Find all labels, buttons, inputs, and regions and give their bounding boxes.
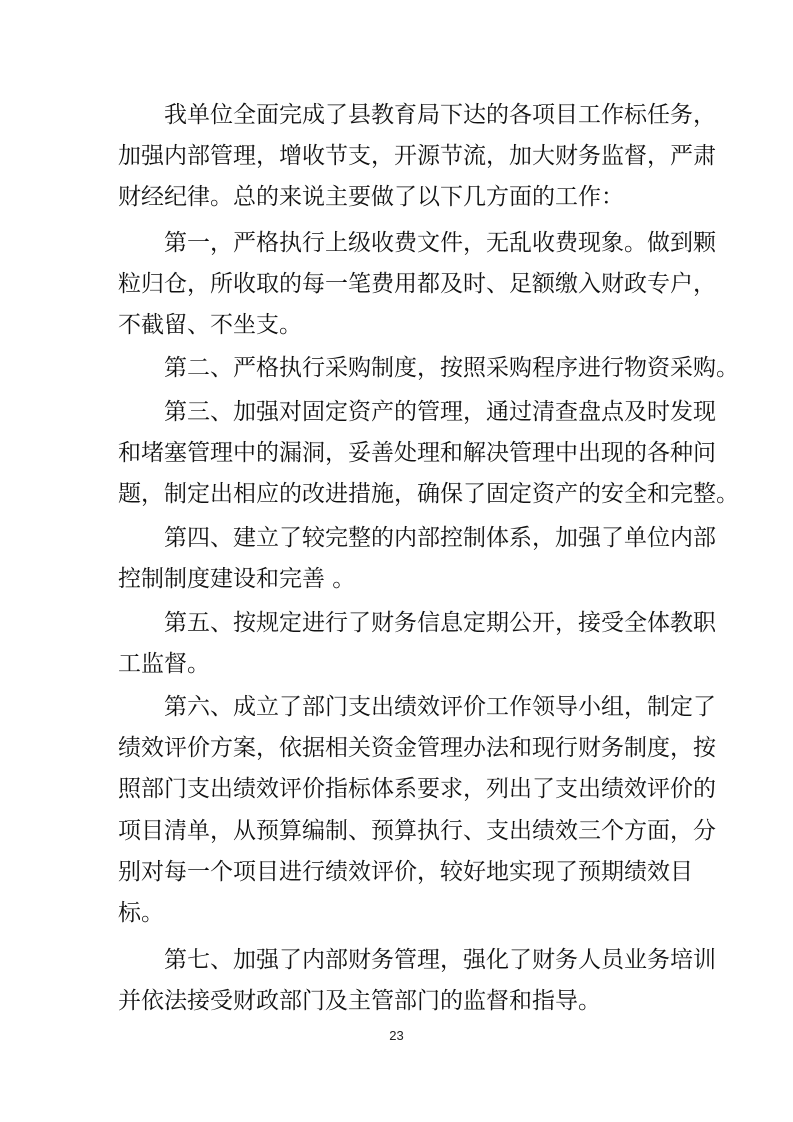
text-line: 工监督。 bbox=[118, 651, 210, 677]
text-line: 我单位全面完成了县教育局下达的各项目工作标任务， bbox=[164, 102, 716, 128]
text-line: 第三、加强对固定资产的管理，通过清查盘点及时发现 bbox=[164, 399, 716, 425]
text-line: 第六、成立了部门支出绩效评价工作领导小组，制定了 bbox=[164, 694, 716, 720]
page-number: 23 bbox=[389, 1028, 404, 1043]
text-line: 第一，严格执行上级收费文件，无乱收费现象。做到颗 bbox=[164, 230, 716, 256]
text-line: 第五、按规定进行了财务信息定期公开，接受全体教职 bbox=[164, 610, 716, 636]
text-line: 照部门支出绩效评价指标体系要求，列出了支出绩效评价的 bbox=[118, 776, 716, 802]
text-line: 第四、建立了较完整的内部控制体系，加强了单位内部 bbox=[164, 525, 716, 551]
text-line: 并依法接受财政部门及主管部门的监督和指导。 bbox=[118, 988, 601, 1014]
text-line: 不截留、不坐支。 bbox=[118, 312, 302, 338]
text-line: 控制制度建设和完善 。 bbox=[118, 566, 356, 592]
text-line: 和堵塞管理中的漏洞，妥善处理和解决管理中出现的各种问 bbox=[118, 440, 716, 466]
text-line: 第二、严格执行采购制度，按照采购程序进行物资采购。 bbox=[164, 355, 739, 381]
text-line: 财经纪律。总的来说主要做了以下几方面的工作： bbox=[118, 184, 624, 210]
text-line: 项目清单，从预算编制、预算执行、支出绩效三个方面，分 bbox=[118, 818, 716, 844]
text-line: 加强内部管理，增收节支，开源节流，加大财务监督，严肃 bbox=[118, 143, 716, 169]
text-line: 粒归仓，所收取的每一笔费用都及时、足额缴入财政专户， bbox=[118, 271, 716, 297]
text-line: 标。 bbox=[118, 900, 164, 926]
text-line: 题，制定出相应的改进措施，确保了固定资产的安全和完整。 bbox=[118, 481, 739, 507]
text-line: 第七、加强了内部财务管理，强化了财务人员业务培训 bbox=[164, 947, 716, 973]
text-line: 别对每一个项目进行绩效评价，较好地实现了预期绩效目 bbox=[118, 859, 693, 885]
text-line: 绩效评价方案，依据相关资金管理办法和现行财务制度，按 bbox=[118, 735, 716, 761]
